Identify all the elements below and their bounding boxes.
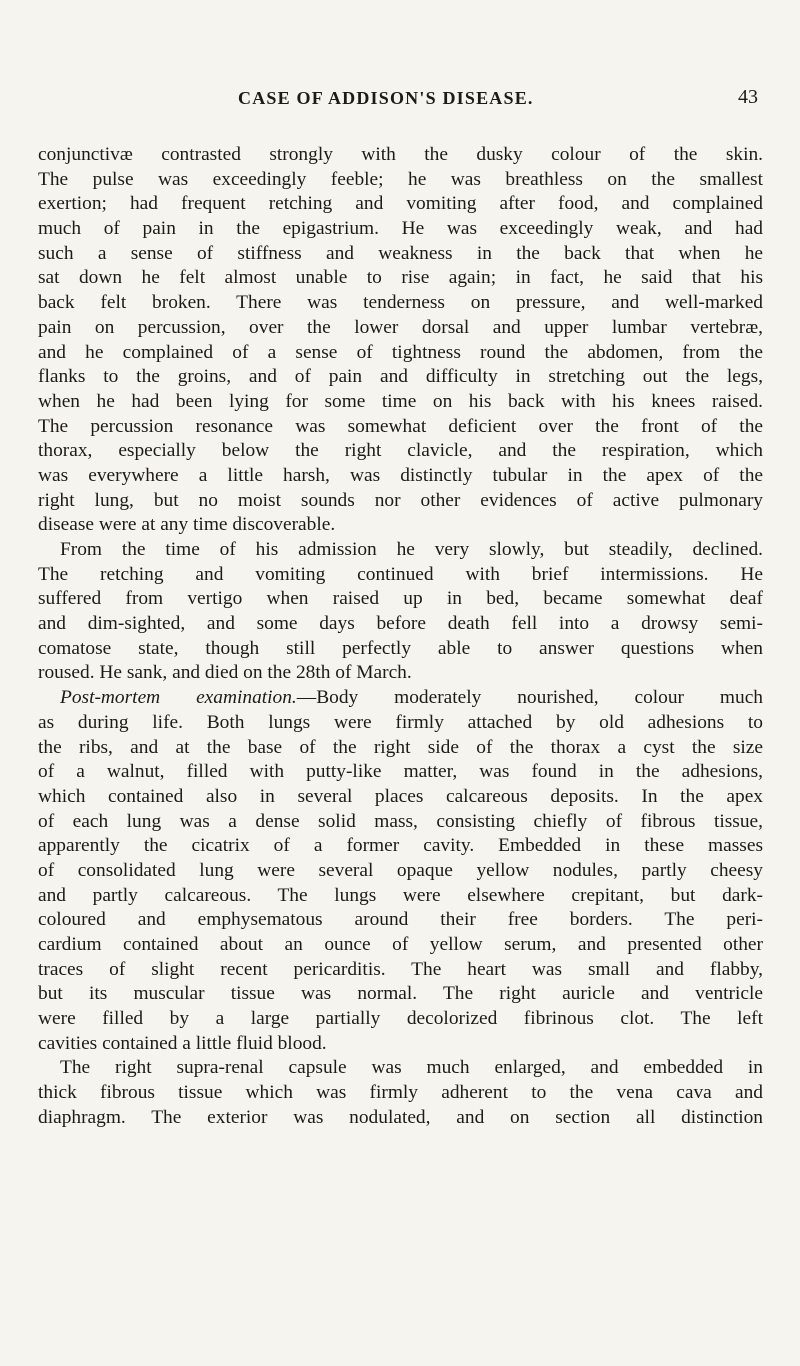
text-line: as during life. Both lungs were firmly attached by old adhesions to (38, 711, 763, 733)
text-line: sat down he felt almost unable to rise again; in fact, he said that his (38, 267, 763, 289)
paragraph-decline (38, 538, 763, 686)
text-line: conjunctivæ contrasted strongly with the dusky colour of the skin. (38, 144, 763, 165)
text-line: were filled by a large partially decolorized fibrinous clot. The left (38, 1008, 763, 1030)
text-line: much of pain in the epigastrium. He was exceedingly weak, and had (38, 218, 763, 240)
text-line: The right supra-renal capsule was much enlarged, and embedded in (60, 1057, 763, 1079)
text-line: such a sense of stiffness and weakness in the back that when he (38, 242, 763, 264)
text-line: suffered from vertigo when raised up in bed, became somewhat deaf (38, 588, 763, 610)
text-line: which contained also in several places calcareous deposits. In the apex (38, 785, 763, 807)
paragraph-supra-renal (38, 1056, 763, 1130)
text-line: was everywhere a little harsh, was distinctly tubular in the apex of the (38, 464, 763, 486)
text-line: thick fibrous tissue which was firmly adherent to the vena cava and (38, 1082, 763, 1104)
text-line: cavities contained a little fluid blood. (38, 1032, 327, 1054)
text-line: comatose state, though still perfectly able to answer questions when (38, 637, 763, 659)
text-line: flanks to the groins, and of pain and difficulty in stretching out the legs, (38, 366, 763, 388)
text-line: From the time of his admission he very slowly, but steadily, declined. (60, 539, 763, 560)
body-text (38, 143, 763, 1131)
text-line: pain on percussion, over the lower dorsal and upper lumbar vertebræ, (38, 316, 763, 338)
paragraph-post-mortem (38, 686, 763, 1056)
text-line: and dim-sighted, and some days before death fell into a drowsy semi- (38, 613, 763, 635)
text-line: the ribs, and at the base of the right side of the thorax a cyst the size (38, 736, 763, 758)
text-line: and he complained of a sense of tightness round the abdomen, from the (38, 341, 763, 363)
text-line: exertion; had frequent retching and vomiting after food, and complained (38, 193, 763, 215)
text-line: coloured and emphysematous around their free borders. The peri- (38, 909, 763, 931)
text-line: apparently the cicatrix of a former cavity. Embedded in these masses (38, 835, 763, 857)
text-line: roused. He sank, and died on the 28th of March. (38, 662, 412, 684)
text-line: disease were at any time discoverable. (38, 514, 336, 536)
text-line: The retching and vomiting continued with brief intermissions. He (38, 563, 763, 585)
text-line: when he had been lying for some time on his back with his knees raised. (38, 390, 763, 412)
text-line: The pulse was exceedingly feeble; he was breathless on the smallest (38, 168, 763, 190)
text-line: The percussion resonance was somewhat deficient over the front of the (38, 415, 763, 437)
text-line (38, 686, 763, 711)
section-lead: Post-mortem examination. (60, 687, 297, 709)
text-line: thorax, especially below the right clavicle, and the respiration, which (38, 440, 763, 462)
text-line: of consolidated lung were several opaque yellow nodules, partly cheesy (38, 859, 763, 881)
running-head (0, 82, 800, 112)
text-line: traces of slight recent pericarditis. The heart was small and flabby, (38, 958, 763, 980)
running-title: CASE OF ADDISON'S DISEASE. (238, 88, 534, 108)
text-line: cardium contained about an ounce of yellow serum, and presented other (38, 934, 763, 955)
paragraph-clinical-findings (38, 143, 763, 538)
text-line: right lung, but no moist sounds nor other evidences of active pulmonary (38, 489, 763, 511)
text-line: of a walnut, filled with putty-like matter, was found in the adhesions, (38, 761, 763, 783)
text-line-rest: —Body moderately nourished, colour much (296, 687, 763, 709)
text-line: back felt broken. There was tenderness on pressure, and well-marked (38, 292, 763, 314)
text-line: of each lung was a dense solid mass, consisting chiefly of fibrous tissue, (38, 810, 763, 832)
text-line: but its muscular tissue was normal. The right auricle and ventricle (38, 983, 763, 1005)
text-line: and partly calcareous. The lungs were elsewhere crepitant, but dark- (38, 884, 763, 906)
text-line: diaphragm. The exterior was nodulated, and on section all distinction (38, 1106, 763, 1128)
page-number: 43 (738, 86, 758, 108)
